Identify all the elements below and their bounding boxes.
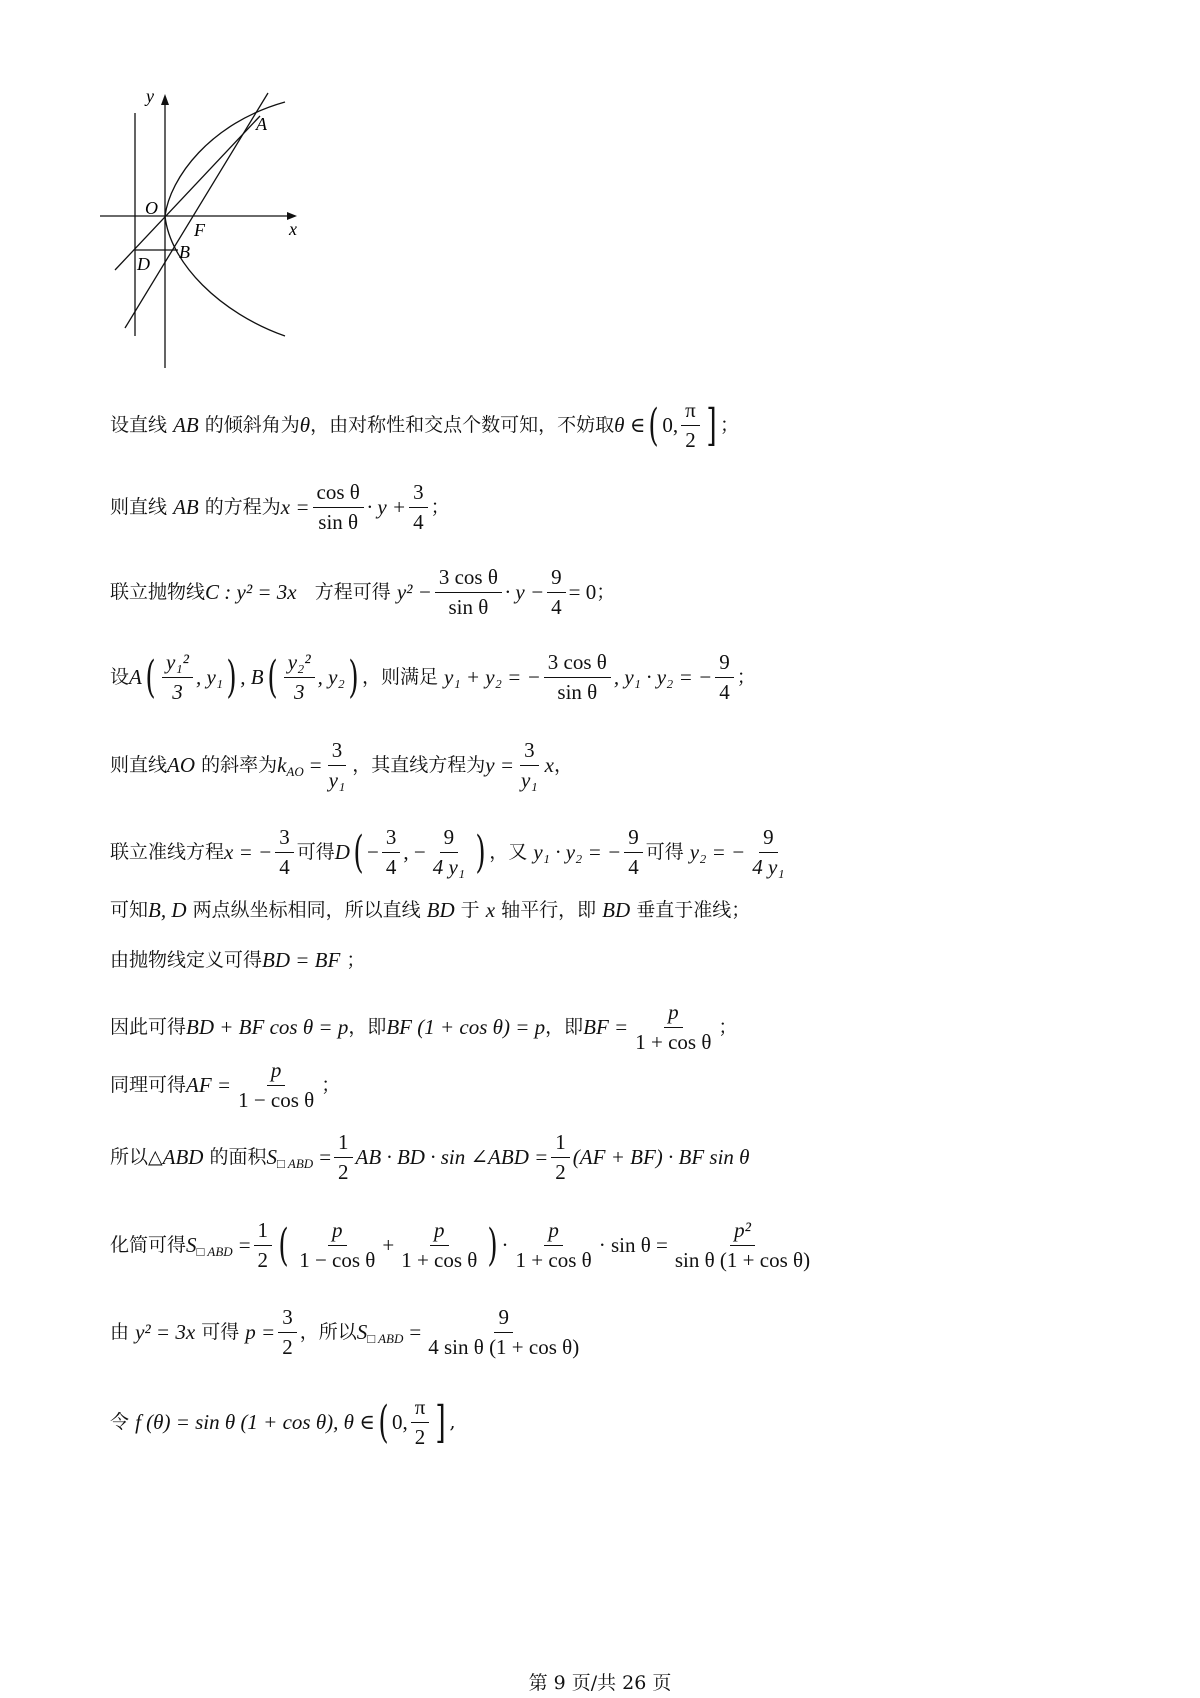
line-13: 由 y² = 3x 可得 p = $\frac{3}{2}$ ，所以 S □ ABD = $\frac{9}{\text{4 sin θ (1 + cos θ)}}$: [110, 1305, 580, 1360]
line-11: 所以△ ABD 的面积 S □ ABD = $\frac{1}{2}$ AB · BD · sin ∠ABD = $\frac{1}{2}$ (AF + BF) · BF sin θ: [110, 1130, 750, 1185]
line-8: 由抛物线定义可得 BD = BF ；: [110, 948, 366, 972]
label-y: y: [146, 88, 154, 106]
line-9: 因此可得 BD + BF cos θ = p ，即 BF (1 + cos θ) = p ，即 BF = $\frac{p}{\text{1 + cos θ}}$ ；: [110, 1000, 738, 1055]
label-o: O: [145, 198, 158, 218]
line-10: 同理可得 AF = $\frac{p}{\text{1 − cos θ}}$ ；: [110, 1058, 341, 1113]
line-4: 设 A ( $\frac{\text{y₁²}}{3}$ , y₁ ) , B ( $\frac{\text{y₂²}}{3}$ , y₂ ) ，则满足 y₁ + y₂ = − $\frac{\text{3 cos θ}}{\text{sin θ}}$ , y₁ · y₂ = − $\frac{9}{4}$ ；: [110, 650, 756, 705]
line-6: 联立准线方程 x = − $\frac{3}{4}$ 可得 D ( − $\frac{3}{4}$ , − $\frac{9}{\text{4 y₁}}$ ) ，又 y₁ · y₂ = − $\frac{9}{4}$ 可得 y₂ = − $\frac{9}{\text{4 y₁}}$: [110, 825, 785, 880]
line-7: 可知 B, D 两点纵坐标相同，所以直线 BD 于 x 轴平行，即 BD 垂直于准线；: [110, 898, 751, 922]
line-5: 则直线 AO 的斜率为 k AO = $\frac{3}{\text{y₁}}$ ，其直线方程为 y = $\frac{3}{\text{y₁}}$ x ，: [110, 738, 573, 793]
page-footer: 第 9 页/共 26 页: [528, 1672, 672, 1694]
line-3: 联立抛物线 C : y² = 3x 方程可得 y² − $\frac{\text{3 cos θ}}{\text{sin θ}}$ · y − $\frac{9}{4}$ = 0 ；: [110, 565, 616, 620]
line-1: 设直线 AB 的倾斜角为 θ ，由对称性和交点个数可知，不妨取 θ ∈ ( 0, $\frac{\pi}{2}$ ] ；: [110, 398, 739, 453]
parabola-figure: [100, 88, 320, 378]
parabola-diagram: [100, 88, 320, 378]
line-14: 令 f (θ) = sin θ (1 + cos θ), θ ∈ ( 0, $\frac{\pi}{2}$ ] ,: [110, 1395, 456, 1450]
label-a: A: [256, 114, 267, 134]
label-d: D: [137, 254, 150, 274]
label-x: x: [289, 219, 297, 239]
y-axis-arrow: [161, 94, 169, 105]
label-f: F: [194, 220, 205, 240]
parabola-curve: [165, 102, 285, 336]
label-b: B: [179, 242, 190, 262]
line-12: 化简可得 S □ ABD = $\frac{1}{2}$ ( $\frac{p}{\text{1 − cos θ}}$ + $\frac{p}{\text{1 + cos θ}}$ ) · $\frac{p}{\text{1 + cos θ}}$ · sin θ = $\frac{\text{p²}}{\text{sin θ (1 + cos θ)}}$: [110, 1218, 811, 1273]
line-2: 则直线 AB 的方程为 x = $\frac{\text{cos θ}}{\text{sin θ}}$ · y + $\frac{3}{4}$ ；: [110, 480, 450, 535]
